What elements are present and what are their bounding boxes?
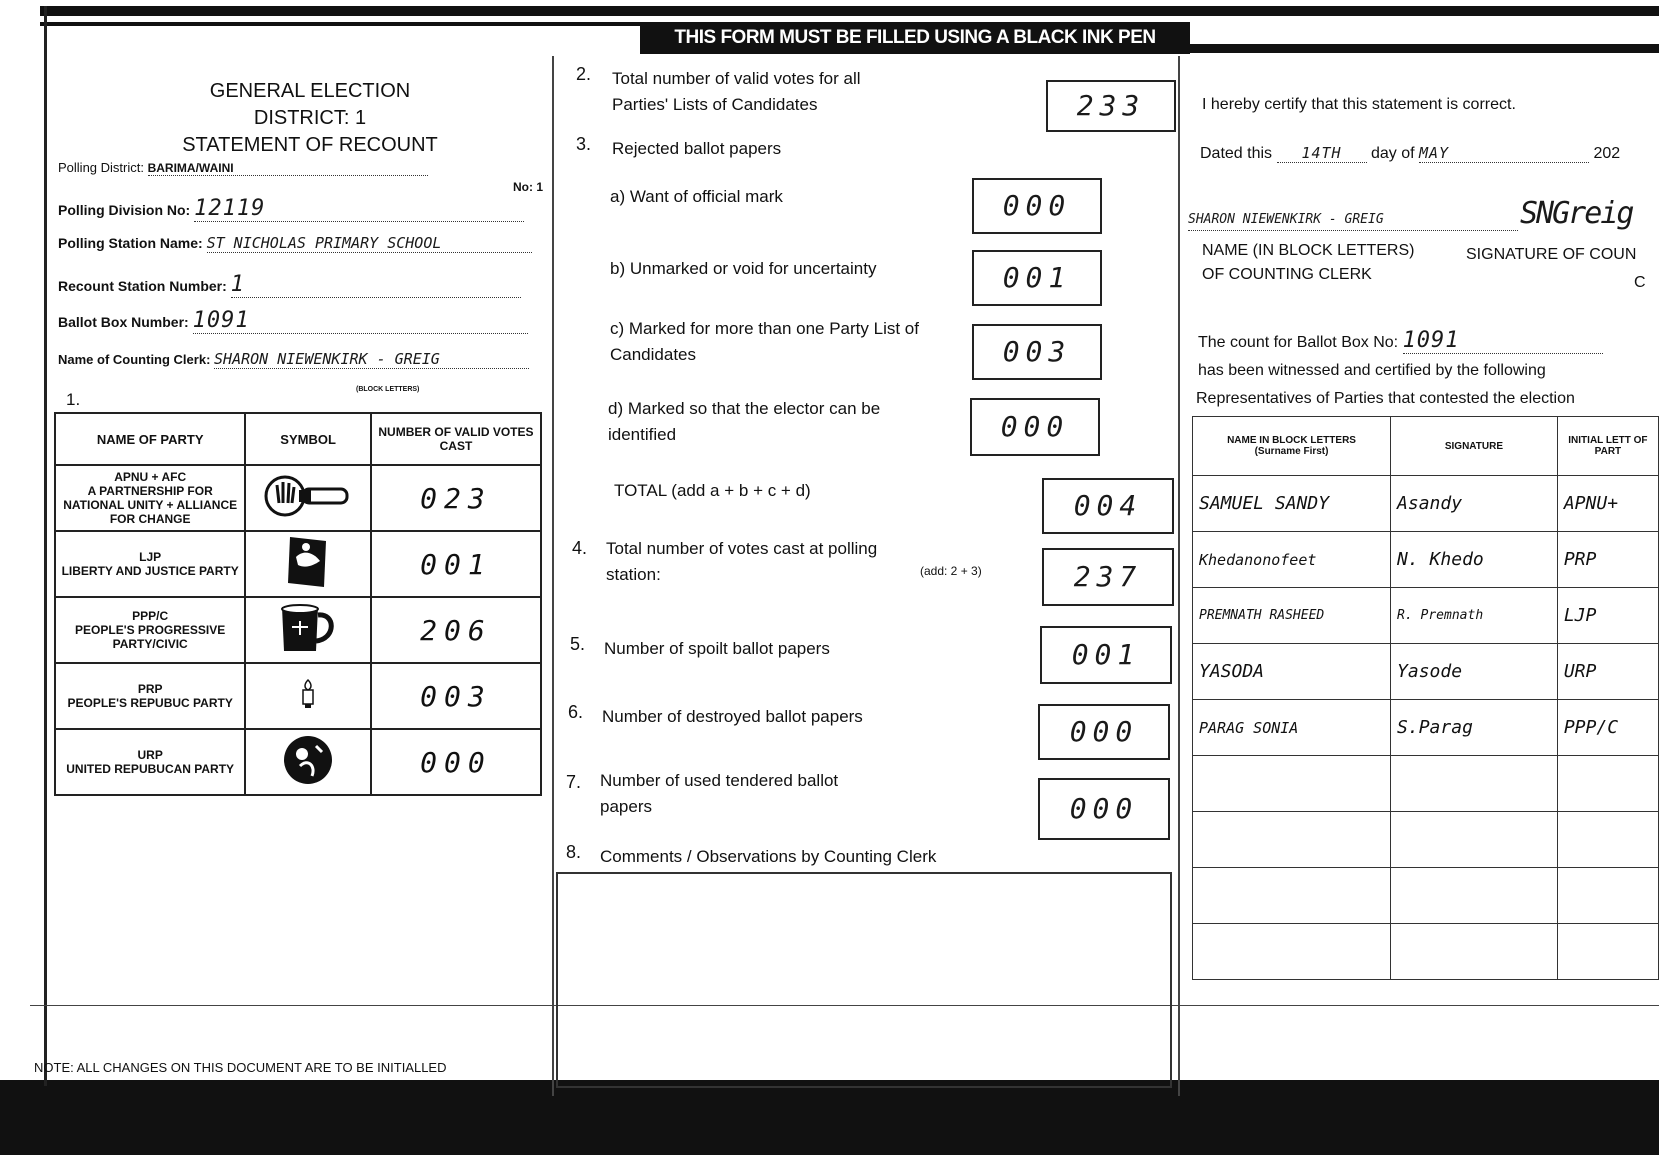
- table-row: [1193, 756, 1659, 812]
- station-label: Polling Station Name:: [58, 235, 203, 251]
- polling-district-label: Polling District:: [58, 160, 144, 175]
- rep-party: [1557, 868, 1658, 924]
- q3c-value: 003: [972, 324, 1102, 380]
- q4-text: Total number of votes cast at polling station:: [606, 539, 878, 584]
- dated-row: [1200, 144, 1659, 163]
- q6-number: 6.: [568, 702, 584, 722]
- party-table: [54, 412, 542, 796]
- rep-signature: S.Parag: [1391, 700, 1558, 756]
- station-no-label: No: 1: [513, 180, 543, 194]
- rep-name: PARAG SONIA: [1193, 700, 1391, 756]
- rep-signature: N. Khedo: [1391, 532, 1558, 588]
- rep-party: [1557, 812, 1658, 868]
- rep-header-party: INITIAL LETT OF PART: [1557, 417, 1658, 476]
- bottom-border: [0, 1080, 1659, 1155]
- rep-header-signature: SIGNATURE: [1391, 417, 1558, 476]
- note: NOTE: ALL CHANGES ON THIS DOCUMENT ARE TO BE INITIALLED: [34, 1060, 447, 1075]
- torch-icon: [298, 678, 318, 715]
- comments-box[interactable]: [556, 872, 1172, 1088]
- signature-label: SIGNATURE OF COUN: [1466, 246, 1637, 263]
- certify-text: I hereby certify that this statement is correct.: [1202, 96, 1516, 113]
- name-label-1: NAME (IN BLOCK LETTERS): [1202, 242, 1415, 259]
- total-value: 004: [1042, 478, 1174, 534]
- table-row: [55, 597, 541, 663]
- q2-value: 233: [1046, 80, 1176, 132]
- recount-label: Recount Station Number:: [58, 278, 227, 294]
- rep-party: LJP: [1557, 588, 1658, 644]
- header-line-3: STATEMENT OF RECOUNT: [182, 134, 438, 156]
- rep-name: YASODA: [1193, 644, 1391, 700]
- hand-key-icon: [263, 471, 353, 526]
- day-of-label: day of: [1370, 145, 1415, 162]
- count-label: The count for Ballot Box No:: [1198, 334, 1399, 351]
- party-header-votes: NUMBER OF VALID VOTES CAST: [371, 413, 541, 465]
- polling-district-value: BARIMA/WAINI: [148, 161, 428, 176]
- rep-party: PRP: [1557, 532, 1658, 588]
- table-row: [1193, 532, 1659, 588]
- clerk-label: Name of Counting Clerk:: [58, 352, 211, 367]
- header-line-1: GENERAL ELECTION: [209, 80, 411, 102]
- recount-row: [58, 272, 543, 298]
- table-row: [1193, 588, 1659, 644]
- table-row: [55, 531, 541, 597]
- table-row: [55, 465, 541, 531]
- table-row: [1193, 868, 1659, 924]
- q7-number: 7.: [566, 772, 582, 792]
- clerk-name-hand: SHARON NIEWENKIRK - GREIG: [1188, 212, 1384, 227]
- q3a-value: 000: [972, 178, 1102, 234]
- rep-signature: Asandy: [1391, 476, 1558, 532]
- ballot-box-label: Ballot Box Number:: [58, 314, 189, 330]
- rep-name: [1193, 924, 1391, 980]
- q4-value: 237: [1042, 548, 1174, 606]
- q3b-text: b) Unmarked or void for uncertainty: [610, 259, 877, 278]
- clerk-value: SHARON NIEWENKIRK - GREIG: [214, 350, 529, 369]
- year-prefix: 202: [1593, 145, 1621, 162]
- table-row: [1193, 644, 1659, 700]
- division-label: Polling Division No:: [58, 202, 191, 218]
- table-row: [1193, 700, 1659, 756]
- party-votes: 023: [371, 465, 541, 531]
- rep-signature: [1391, 868, 1558, 924]
- clerk-row: [58, 350, 548, 369]
- party-abbr: URP: [137, 748, 163, 762]
- dated-day: 14TH: [1277, 144, 1367, 163]
- q5-value: 001: [1040, 626, 1172, 684]
- divider-right: [1178, 56, 1180, 1096]
- banner: [640, 22, 1190, 54]
- table-row: [55, 729, 541, 795]
- q2-number: 2.: [576, 64, 592, 84]
- clerk-dots: [1188, 230, 1518, 231]
- table-row: [55, 663, 541, 729]
- q4-hint: (add: 2 + 3): [920, 564, 982, 578]
- count-value: 1091: [1403, 328, 1603, 354]
- party-name: UNITED REPUBUCAN PARTY: [66, 762, 235, 776]
- ballot-box-value: 1091: [193, 308, 528, 334]
- header-line-2: DISTRICT: 1: [253, 107, 367, 129]
- rep-signature: [1391, 756, 1558, 812]
- table-row: [1193, 924, 1659, 980]
- rep-name: Khedanonofeet: [1193, 532, 1391, 588]
- name-label-2: OF COUNTING CLERK: [1202, 266, 1372, 283]
- party-abbr: PRP: [137, 682, 163, 696]
- top-border-left: [40, 22, 640, 26]
- party-name: PEOPLE'S PROGRESSIVE PARTY/CIVIC: [75, 623, 226, 651]
- rep-party: URP: [1557, 644, 1658, 700]
- left-border: [44, 6, 47, 1086]
- q3-text: Rejected ballot papers: [612, 139, 782, 158]
- handshake-icon: [286, 535, 330, 594]
- top-border-right: [1130, 44, 1659, 53]
- table-row: [1193, 812, 1659, 868]
- block-letters-note: (BLOCK LETTERS): [356, 386, 420, 393]
- form-header: [120, 78, 500, 159]
- cup-icon: [278, 601, 338, 660]
- q6-text: Number of destroyed ballot papers: [602, 707, 863, 726]
- rep-signature: [1391, 812, 1558, 868]
- party-abbr: PPP/C: [132, 609, 169, 623]
- division-value: 12119: [194, 196, 524, 222]
- signature-label-2: C: [1634, 274, 1646, 291]
- table-row: [1193, 476, 1659, 532]
- count-row: [1198, 328, 1659, 354]
- q3d-value: 000: [970, 398, 1100, 456]
- q3d-text: d) Marked so that the elector can be identified: [608, 399, 881, 444]
- ballot-box-row: [58, 308, 543, 334]
- witness-line-2: Representatives of Parties that contested the election: [1196, 390, 1575, 407]
- rep-party: [1557, 924, 1658, 980]
- q3c-text: c) Marked for more than one Party List of Candidates: [610, 319, 919, 364]
- rep-name: PREMNATH RASHEED: [1193, 588, 1391, 644]
- rep-name: [1193, 756, 1391, 812]
- recount-value: 1: [231, 272, 521, 298]
- rep-party: APNU+: [1557, 476, 1658, 532]
- party-header-name: NAME OF PARTY: [55, 413, 245, 465]
- q3-number: 3.: [576, 134, 592, 154]
- rep-name: SAMUEL SANDY: [1193, 476, 1391, 532]
- station-value: ST NICHOLAS PRIMARY SCHOOL: [207, 234, 532, 253]
- dated-label: Dated this: [1200, 145, 1273, 162]
- party-abbr: LJP: [139, 550, 162, 564]
- total-text: TOTAL (add a + b + c + d): [614, 481, 811, 500]
- q6-value: 000: [1038, 704, 1170, 760]
- divider-left: [552, 56, 554, 1096]
- polling-district-row: [58, 160, 543, 194]
- rep-signature: [1391, 924, 1558, 980]
- q5-number: 5.: [570, 634, 586, 654]
- party-votes: 001: [371, 531, 541, 597]
- q7-text: Number of used tendered ballot papers: [600, 771, 839, 816]
- banner-text: THIS FORM MUST BE FILLED USING A BLACK INK PEN: [674, 27, 1156, 48]
- witness-line-1: has been witnessed and certified by the following: [1198, 362, 1546, 379]
- party-header-symbol: SYMBOL: [245, 413, 371, 465]
- q2-text: Total number of valid votes for all Parties' Lists of Candidates: [612, 69, 861, 114]
- party-votes: 003: [371, 663, 541, 729]
- rep-party: [1557, 756, 1658, 812]
- q7-value: 000: [1038, 778, 1170, 840]
- q3a-text: a) Want of official mark: [610, 187, 783, 206]
- clerk-signature: SNGreig: [1520, 196, 1633, 231]
- station-row: [58, 234, 543, 253]
- top-border: [40, 6, 1659, 16]
- q8-number: 8.: [566, 842, 582, 862]
- representatives-table: [1192, 416, 1659, 980]
- division-row: [58, 196, 543, 222]
- q8-text: Comments / Observations by Counting Clerk: [600, 847, 937, 866]
- party-votes: 206: [371, 597, 541, 663]
- rep-signature: R. Premnath: [1391, 588, 1558, 644]
- party-name: LIBERTY AND JUSTICE PARTY: [61, 564, 239, 578]
- party-abbr: APNU + AFC: [114, 470, 187, 484]
- rep-name: [1193, 812, 1391, 868]
- q4-number: 4.: [572, 538, 588, 558]
- party-name: A PARTNERSHIP FOR NATIONAL UNITY + ALLIANCE FOR CHANGE: [63, 484, 238, 526]
- rep-header-name: NAME IN BLOCK LETTERS (Surname First): [1193, 417, 1391, 476]
- section-1-number: 1.: [66, 390, 81, 409]
- dated-month: MAY: [1419, 144, 1589, 163]
- rep-signature: Yasode: [1391, 644, 1558, 700]
- party-votes: 000: [371, 729, 541, 795]
- party-name: PEOPLE'S REPUBUC PARTY: [67, 696, 233, 710]
- rep-party: PPP/C: [1557, 700, 1658, 756]
- rep-name: [1193, 868, 1391, 924]
- q5-text: Number of spoilt ballot papers: [604, 639, 830, 658]
- q3b-value: 001: [972, 250, 1102, 306]
- emblem-icon: [282, 732, 334, 793]
